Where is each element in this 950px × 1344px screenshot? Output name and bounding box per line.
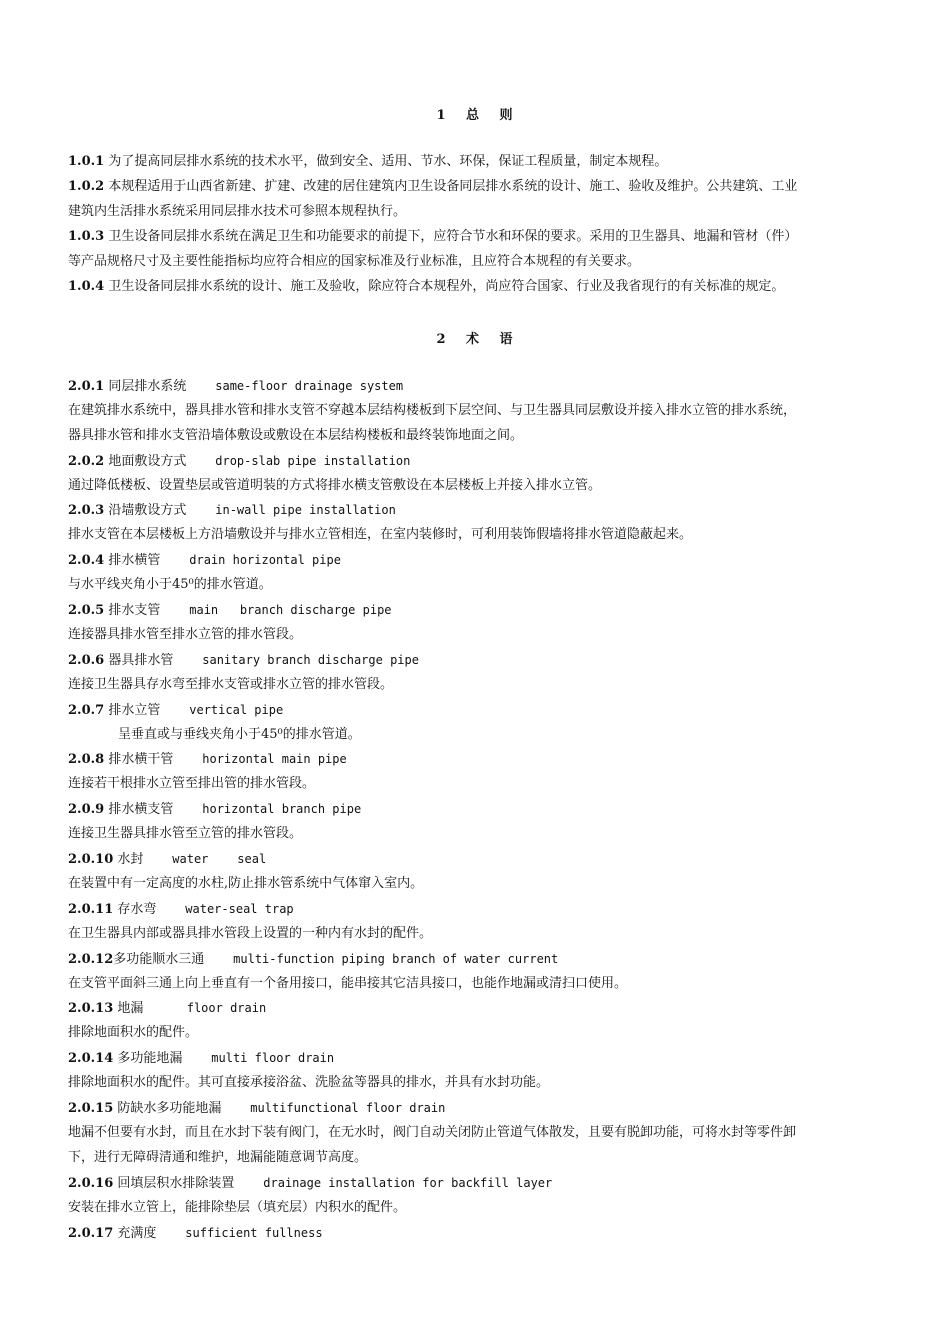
term-number: 2.0.17 (68, 1226, 114, 1241)
term-chinese: 地漏 (113, 1001, 144, 1016)
term-definition: 连接卫生器具排水管至立管的排水管段。 (68, 826, 303, 841)
term-chinese: 器具排水管 (104, 653, 174, 668)
term-heading (68, 601, 888, 620)
term-number: 2.0.9 (68, 802, 105, 817)
general-clause-line (68, 203, 888, 221)
term-english: multifunctional floor drain (221, 1101, 446, 1115)
term-definition: 连接器具排水管至排水立管的排水管段。 (68, 627, 303, 642)
term-english: main branch discharge pipe (160, 603, 392, 617)
term-english: horizontal branch pipe (173, 802, 362, 816)
term-heading (68, 750, 888, 769)
term-english: vertical pipe (160, 703, 284, 717)
term-heading (68, 800, 888, 819)
term-definition: 器具排水管和排水支管沿墙体敷设或敷设在本层结构楼板和最终装饰地面之间。 (68, 428, 524, 443)
term-english: floor drain (143, 1001, 267, 1015)
term-definition: 呈垂直或与垂线夹角小于45⁰的排水管道。 (118, 727, 361, 742)
term-english: water seal (143, 852, 267, 866)
term-definition: 与水平线夹角小于45⁰的排水管道。 (68, 577, 272, 592)
term-definition: 连接卫生器具存水弯至排水支管或排水立管的排水管段。 (68, 677, 394, 692)
general-clause-line (68, 178, 888, 196)
term-definition: 在支管平面斜三通上向上垂直有一个备用接口，能串接其它洁具接口，也能作地漏或清扫口使用。 (68, 976, 628, 991)
section-title-general: 1 总 则 (436, 108, 514, 123)
term-english: drain horizontal pipe (160, 553, 341, 567)
term-chinese: 充满度 (113, 1226, 157, 1241)
clause-text: 卫生设备同层排水系统的设计、施工及验收，除应符合本规程外，尚应符合国家、行业及我省现行的有关标准的规定。 (104, 279, 785, 294)
term-heading (68, 551, 888, 570)
term-chinese: 排水横干管 (104, 752, 174, 767)
term-number: 2.0.3 (68, 503, 105, 518)
clause-text: 本规程适用于山西省新建、扩建、改建的居住建筑内卫生设备同层排水系统的设计、施工、验收及维护。公共建筑、工业 (104, 179, 798, 194)
term-definition: 在卫生器具内部或器具排水管段上设置的一种内有水封的配件。 (68, 926, 433, 941)
clause-number: 1.0.1 (68, 154, 105, 169)
term-heading (68, 1099, 888, 1118)
term-definition: 排除地面积水的配件。 (68, 1025, 199, 1040)
term-definition: 安装在排水立管上，能排除垫层（填充层）内积水的配件。 (68, 1200, 407, 1215)
clause-text: 为了提高同层排水系统的技术水平，做到安全、适用、节水、环保，保证工程质量，制定本规程。 (104, 154, 668, 169)
term-chinese: 排水立管 (104, 703, 161, 718)
term-number: 2.0.14 (68, 1051, 114, 1066)
term-heading (68, 651, 888, 670)
general-clause-line (68, 278, 888, 296)
term-english: sanitary branch discharge pipe (173, 653, 419, 667)
section-title-terms: 2 术 语 (436, 332, 514, 347)
term-heading (68, 1174, 888, 1193)
term-definition: 排水支管在本层楼板上方沿墙敷设并与排水立管相连，在室内装修时，可利用装饰假墙将排水管道隐蔽起来。 (68, 527, 693, 542)
term-chinese: 沿墙敷设方式 (104, 503, 187, 518)
term-chinese: 存水弯 (113, 902, 157, 917)
term-chinese: 多功能顺水三通 (113, 952, 205, 967)
term-definition: 通过降低楼板、设置垫层或管道明装的方式将排水横支管敷设在本层楼板上并接入排水立管。 (68, 478, 602, 493)
term-heading (68, 950, 888, 969)
term-heading (68, 900, 888, 919)
term-heading (68, 1049, 888, 1068)
term-chinese: 水封 (113, 852, 144, 867)
term-english: multi-function piping branch of water current (204, 952, 559, 966)
clause-number: 1.0.3 (68, 229, 105, 244)
term-chinese: 地面敷设方式 (104, 454, 187, 469)
term-number: 2.0.16 (68, 1176, 114, 1191)
term-chinese: 排水横支管 (104, 802, 174, 817)
clause-text: 建筑内生活排水系统采用同层排水技术可参照本规程执行。 (68, 204, 407, 219)
clause-number: 1.0.2 (68, 179, 105, 194)
term-heading (68, 452, 888, 471)
term-heading (68, 701, 888, 720)
term-heading (68, 377, 888, 396)
term-heading (68, 501, 888, 520)
term-chinese: 防缺水多功能地漏 (113, 1101, 222, 1116)
clause-number: 1.0.4 (68, 279, 105, 294)
term-english: sufficient fullness (156, 1226, 323, 1240)
term-english: same-floor drainage system (186, 379, 404, 393)
term-english: horizontal main pipe (173, 752, 347, 766)
term-number: 2.0.12 (68, 952, 114, 967)
term-english: in-wall pipe installation (186, 503, 396, 517)
general-clause-line (68, 228, 888, 246)
term-definition: 在建筑排水系统中，器具排水管和排水支管不穿越本层结构楼板到下层空间、与卫生器具同层敷设并接入排水立管的排水系统， (68, 403, 797, 418)
term-definition: 连接若干根排水立管至排出管的排水管段。 (68, 776, 316, 791)
term-chinese: 排水横管 (104, 553, 161, 568)
term-number: 2.0.5 (68, 603, 105, 618)
term-definition: 排除地面积水的配件。其可直接承接浴盆、洗脸盆等器具的排水，并具有水封功能。 (68, 1075, 550, 1090)
term-definition: 地漏不但要有水封，而且在水封下装有阀门，在无水时，阀门自动关闭防止管道气体散发，且要有脱卸功能，可将水封等零件卸 (68, 1125, 797, 1140)
term-english: multi floor drain (182, 1051, 335, 1065)
term-english: water-seal trap (156, 902, 294, 916)
term-number: 2.0.11 (68, 902, 114, 917)
term-heading (68, 1224, 888, 1243)
term-number: 2.0.7 (68, 703, 105, 718)
term-number: 2.0.6 (68, 653, 105, 668)
term-chinese: 同层排水系统 (104, 379, 187, 394)
term-number: 2.0.4 (68, 553, 105, 568)
term-definition: 下，进行无障碍清通和维护，地漏能随意调节高度。 (68, 1150, 368, 1165)
term-number: 2.0.10 (68, 852, 114, 867)
term-number: 2.0.13 (68, 1001, 114, 1016)
term-heading (68, 999, 888, 1018)
term-heading (68, 850, 888, 869)
clause-text: 等产品规格尺寸及主要性能指标均应符合相应的国家标准及行业标准，且应符合本规程的有关要求。 (68, 254, 641, 269)
term-chinese: 多功能地漏 (113, 1051, 183, 1066)
term-chinese: 排水支管 (104, 603, 161, 618)
term-number: 2.0.2 (68, 454, 105, 469)
term-number: 2.0.1 (68, 379, 105, 394)
term-number: 2.0.15 (68, 1101, 114, 1116)
clause-text: 卫生设备同层排水系统在满足卫生和功能要求的前提下，应符合节水和环保的要求。采用的卫生器具、地漏和管材（件） (104, 229, 798, 244)
general-clause-line (68, 253, 888, 271)
term-english: drop-slab pipe installation (186, 454, 411, 468)
term-chinese: 回填层积水排除装置 (113, 1176, 235, 1191)
term-definition: 在装置中有一定高度的水柱,防止排水管系统中气体窜入室内。 (68, 876, 424, 891)
term-english: drainage installation for backfill layer (234, 1176, 553, 1190)
term-number: 2.0.8 (68, 752, 105, 767)
general-clause-line (68, 153, 888, 171)
